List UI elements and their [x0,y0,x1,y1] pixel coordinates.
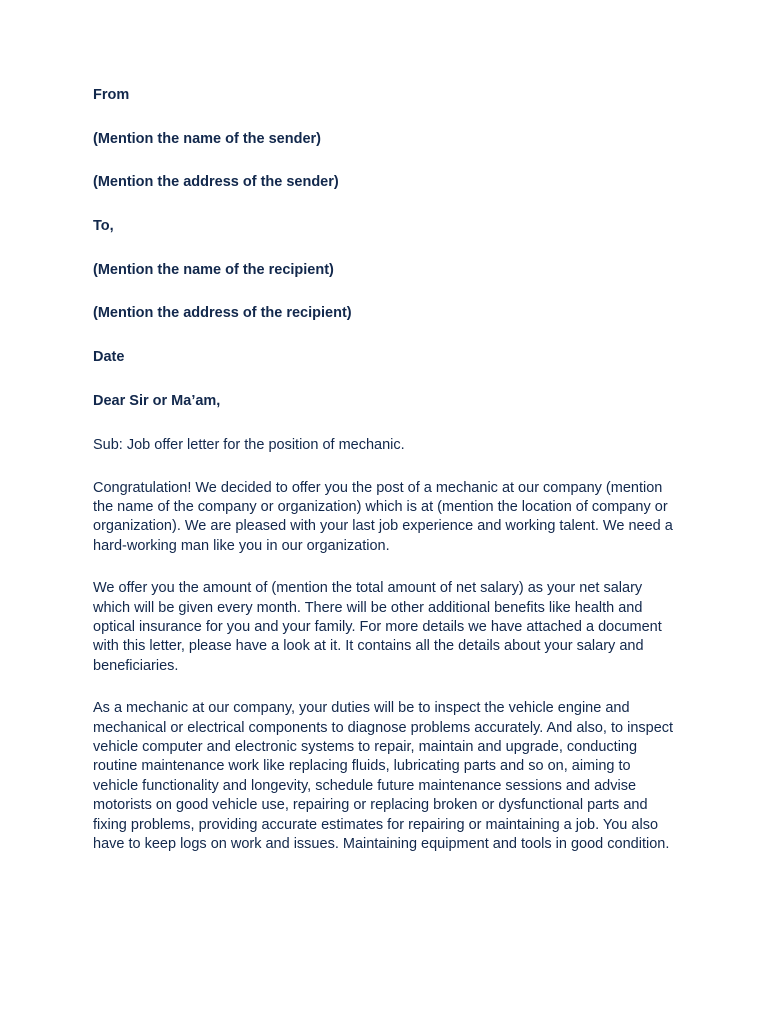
to-label: To, [93,218,114,235]
recipient-address: (Mention the address of the recipient) [93,305,352,322]
job-offer-letter [93,86,675,877]
sender-name: (Mention the name of the sender) [93,130,321,147]
from-label: From [93,87,130,103]
sender-address: (Mention the address of the sender) [93,174,339,191]
subject-line: Sub: Job offer letter for the position of mechanic. [93,436,405,453]
body-paragraph-offer: Congratulation! We decided to offer you the post of a mechanic at our company (mention the name of the company or organization) which is at (mention the location of company or organization). We are pleased with your last job experience and working talent. We need a hard-working man like you in our organization. [93,479,673,554]
recipient-name: (Mention the name of the recipient) [93,261,334,278]
date-label: Date [93,349,125,366]
salutation: Dear Sir or Ma’am, [93,392,221,409]
body-paragraph-duties: As a mechanic at our company, your duties will be to inspect the vehicle engine and mechanical or electrical components to diagnose problems accurately. And also, to inspect vehicle computer and electronic systems to repair, maintain and upgrade, conducting routine maintenance work like replacing fluids, lubricating parts and so on, aiming to vehicle functionality and longevity, schedule future maintenance sessions and advise motorists on good vehicle use, repairing or replacing broken or dysfunctional parts and fixing problems, providing accurate estimates for repairing or maintaining a job. You also have to keep logs on work and issues. Maintaining equipment and tools in good condition. [93,700,674,852]
body-paragraph-salary: We offer you the amount of (mention the total amount of net salary) as your net salary which will be given every month. There will be other additional benefits like health and optical insurance for you and your family. For more details we have attached a document with this letter, please have a look at it. It contains all the details about your salary and beneficiaries. [93,580,662,674]
